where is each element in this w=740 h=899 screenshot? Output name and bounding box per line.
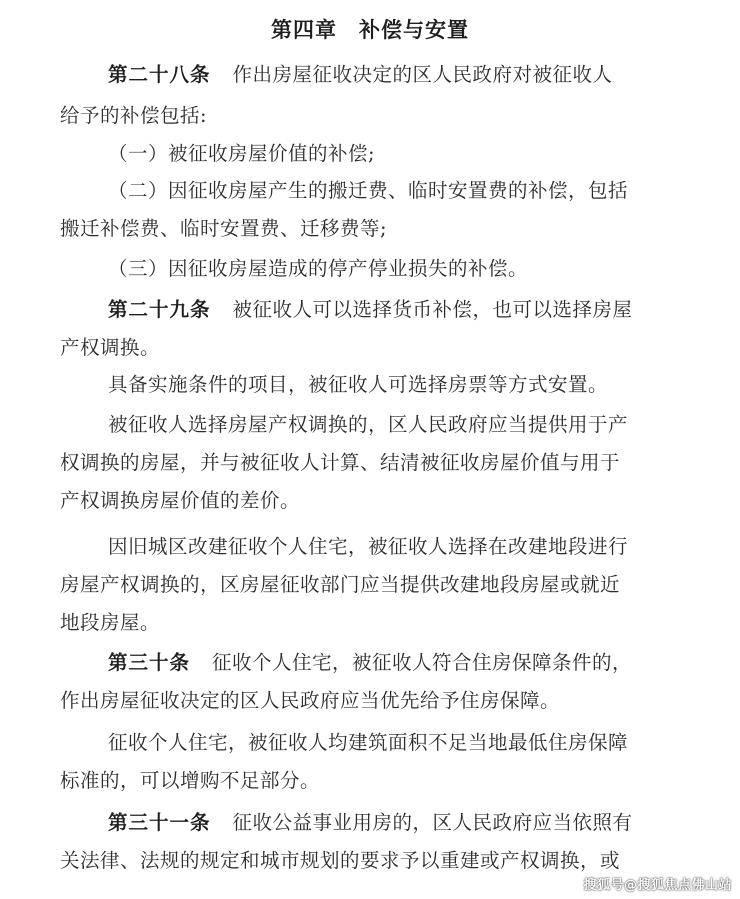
article-31-paragraph: [108, 808, 740, 838]
article-number: 第三十一条: [108, 811, 211, 834]
paragraph-line: 地段房屋。: [60, 611, 161, 634]
source-watermark: 搜狐号@搜狐焦点佛山站: [583, 878, 732, 893]
article-number: 第二十九条: [108, 298, 211, 321]
list-item: （一）被征收房屋价值的补偿;: [108, 142, 376, 165]
paragraph-line: 权调换的房屋，并与被征收人计算、结清被征收房屋价值与用于: [60, 451, 621, 474]
paragraph-line: 产权调换房屋价值的差价。: [60, 489, 301, 512]
article-29-paragraph: [108, 295, 740, 325]
article-text-line: 作出房屋征收决定的区人民政府应当优先给予住房保障。: [60, 689, 561, 712]
paragraph-line: 征收个人住宅，被征收人均建筑面积不足当地最低住房保障: [108, 731, 629, 754]
article-text-line: 产权调换。: [60, 336, 161, 359]
list-item: （二）因征收房屋产生的搬迁费、临时安置费的补偿，包括: [108, 179, 629, 202]
article-text: 作出房屋征收决定的区人民政府对被征收人: [232, 63, 613, 86]
paragraph-line: 因旧城区改建征收个人住宅，被征收人选择在改建地段进行: [108, 535, 629, 558]
article-text-line: 关法律、法规的规定和城市规划的要求予以重建或产权调换，或: [60, 849, 621, 872]
paragraph-line: 房屋产权调换的，区房屋征收部门应当提供改建地段房屋或就近: [60, 573, 621, 596]
paragraph-line: 具备实施条件的项目，被征收人可选择房票等方式安置。: [108, 373, 609, 396]
chapter-title: 第四章 补偿与安置: [271, 17, 469, 42]
article-text: 征收个人住宅，被征收人符合住房保障条件的，: [212, 651, 633, 674]
article-text-line: 给予的补偿包括:: [60, 104, 208, 127]
paragraph-line: 被征收人选择房屋产权调换的，区人民政府应当提供用于产: [108, 413, 629, 436]
paragraph-line: 标准的，可以增购不足部分。: [60, 769, 321, 792]
article-28-paragraph: [108, 60, 740, 90]
list-item-continuation: 搬迁补偿费、临时安置费、迁移费等;: [60, 217, 388, 240]
article-number: 第三十条: [108, 651, 191, 674]
article-30-paragraph: [108, 648, 740, 678]
article-text: 征收公益事业用房的，区人民政府应当依照有: [232, 811, 633, 834]
article-text: 被征收人可以选择货币补偿，也可以选择房屋: [232, 298, 633, 321]
article-number: 第二十八条: [108, 63, 211, 86]
list-item: （三）因征收房屋造成的停产停业损失的补偿。: [108, 257, 529, 280]
